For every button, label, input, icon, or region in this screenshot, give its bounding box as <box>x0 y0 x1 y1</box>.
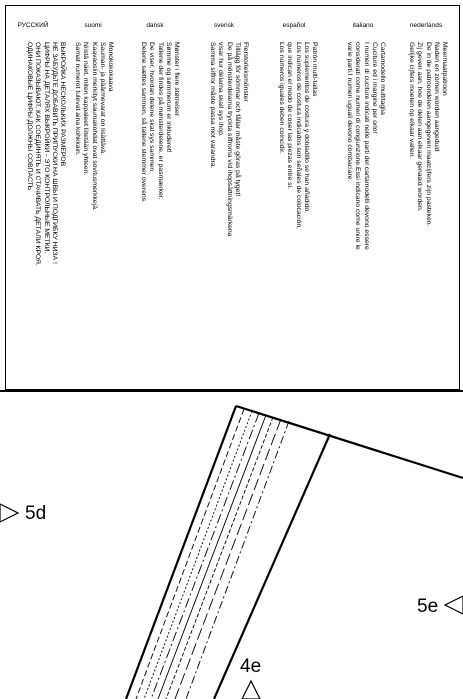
text-dansk: Mønster i flere størrelser Sømme og sømmerum er inkluderet! Tallene der findes på mønsterdelene, er pasmærker. De viser, hvordan delene skal sys sammen. Delene sættes sammen, så tallene stemmer overens. <box>140 42 180 203</box>
size-lines <box>136 409 289 699</box>
marker-label-5d: 5d <box>25 503 47 524</box>
text-nederlands: Meermaatpatroon Naden en zomen worden aangeduid De in de patroondelen aangegeven maatcijfers zijn pasteken. Zij geven aan, hoe de delen aan elkaar genaaid worden. Gelijke cijfers moeten op elkaar vallen. <box>408 42 448 227</box>
lang-label-dansk: dansk <box>146 22 164 29</box>
pattern-cut-line-top <box>236 406 463 478</box>
notch-marker-5e <box>445 596 463 614</box>
pattern-cut-line-right <box>214 434 330 699</box>
lang-label-suomi: suomi <box>84 22 102 29</box>
lang-label-russian: РУССКИЙ <box>17 22 49 29</box>
lang-label-nederlands: nederlands <box>409 22 443 29</box>
size-line <box>144 411 252 699</box>
pattern-cut-line-left <box>126 406 236 699</box>
text-russian: ВЫКРОЙКА НЕСКОЛЬКИХ РАЗМЕРОВ НЕ ЗАБУДЬТЕ ДОБАВИТЬ ПРИПУСКИ НА ШВЫ И ПОДГИБКУ НИЗА ! ЦИФРЫ НА ДЕТАЛЯХ ВЫКРОЙКИ - ЭТО КОНТРОЛЬНЫЕ МЕТКИ. ОНИ ПОКАЗЫВАЮТ, КАК СОЕДИНЯТЬ И СТАЧИВАТЬ ДЕТАЛИ КРОЯ. ОДИНАКОВЫЕ ЦИФРЫ ДОЛЖНЫ СОВПАСТЬ <box>26 42 66 266</box>
text-espanol: Patrón multi-tallas Los suplementos de costura y dobladillo se han añadido. Los números de costura indicados son señales de colocación, que indican el modo de coser las piezas entre sí. Los números iguales deben coincidir. <box>278 42 318 230</box>
text-svensk: Flerstorleksmönster Tilllägg för sömmar och fållar måste göras på tyget! De på mönsterdelarna tryckta siffrorna vid ihopsättningsmärkena visar hur delarna skall sys ihop. Samma siffror måste passa mot varandra. <box>209 42 249 237</box>
size-line <box>175 419 281 699</box>
lang-label-svensk: svensk <box>213 22 235 29</box>
lang-label-espanol: español <box>282 22 306 29</box>
pattern-piece-drawing <box>0 392 463 699</box>
size-line <box>136 409 244 699</box>
notch-marker-5d <box>0 504 18 522</box>
language-header-row <box>5 8 460 34</box>
marker-label-4e: 4e <box>240 656 262 677</box>
text-italiano: Cartamodello multitaglia Cuciture ed i margine per orlo! I numeri di cuciture indicati nelle parti del cartamodelli devono essere considerati come numeri di congiunzione.Essi indicano come unire le varie parti.I numeri uguali devono combaciare. <box>346 42 386 250</box>
notch-marker-4e <box>242 681 260 699</box>
lang-label-italiano: italiano <box>352 22 374 29</box>
size-line <box>186 421 289 699</box>
text-suomi: Monokokokaava Sauman- ja päärmevarat on lisättävä. Kaavaosiin merkityt saumakohdat ovat sovitusmerkkejä. Niistä näet, miten kappaleet liitetään yhteen. Samat numerot tulevat aina kohkkain. <box>74 42 114 211</box>
marker-label-5e: 5e <box>417 596 439 617</box>
